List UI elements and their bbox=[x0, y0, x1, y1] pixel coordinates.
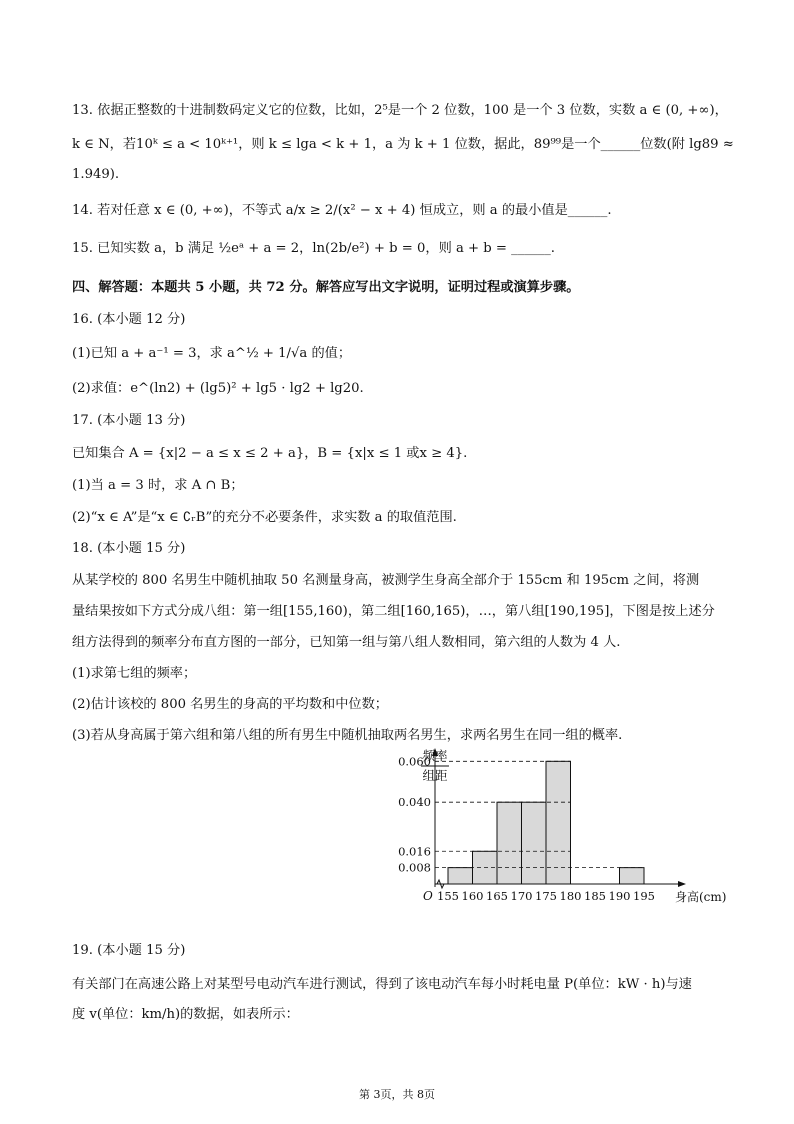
q16-part1: (1)已知 a + a⁻¹ = 3，求 a^½ + 1/√a 的值； bbox=[72, 346, 352, 361]
q16-part2: (2)求值：e^(ln2) + (lg5)² + lg5 · lg2 + lg20. bbox=[72, 381, 364, 396]
y-tick-label-1: 0.016 bbox=[398, 844, 431, 859]
q17-header: 17. (本小题 13 分) bbox=[72, 413, 186, 428]
origin-label: O bbox=[423, 889, 433, 903]
q13-line-2: k ∈ N，若10ᵏ ≤ a < 10ᵏ⁺¹，则 k ≤ lga < k + 1，a 为 k + 1 位数，据此，89⁹⁹是一个______位数(附 lg89 ≈ bbox=[72, 137, 734, 152]
q14-text: 14. 若对任意 x ∈ (0, +∞)，不等式 a/x ≥ 2/(x² − x + 4) 恒成立，则 a 的最小值是______. bbox=[72, 203, 612, 218]
q19-statement-1: 有关部门在高速公路上对某型号电动汽车进行测试，得到了该电动汽车每小时耗电量 P(单位：kW · h)与速 bbox=[72, 977, 692, 992]
q18-statement-2: 量结果按如下方式分成八组：第一组[155,160)，第二组[160,165)，…，第八组[190,195]，下图是按上述分 bbox=[72, 604, 715, 619]
x-tick-label-6: 185 bbox=[584, 889, 606, 903]
x-tick-label-4: 175 bbox=[535, 889, 557, 903]
y-axis-label-bottom: 组距 bbox=[422, 768, 448, 783]
x-tick-label-0: 155 bbox=[437, 889, 459, 903]
q18-header: 18. (本小题 15 分) bbox=[72, 541, 186, 556]
page-footer: 第 3页，共 8页 bbox=[359, 1088, 435, 1101]
histogram-bar-0 bbox=[448, 868, 473, 884]
histogram-bar-3 bbox=[522, 802, 547, 884]
q17-part1: (1)当 a = 3 时，求 A ∩ B； bbox=[72, 478, 244, 493]
x-tick-label-3: 170 bbox=[510, 889, 533, 903]
y-tick-label-0: 0.008 bbox=[398, 860, 431, 875]
y-axis-label-top: 频率 bbox=[422, 748, 448, 763]
y-tick-label-3: 0.060 bbox=[398, 754, 431, 769]
q18-statement-1: 从某学校的 800 名男生中随机抽取 50 名测量身高，被测学生身高全部介于 155cm 和 195cm 之间，将测 bbox=[72, 573, 700, 588]
x-tick-label-8: 195 bbox=[633, 889, 655, 903]
x-axis-arrow bbox=[678, 881, 686, 887]
x-tick-label-5: 180 bbox=[559, 889, 582, 903]
x-tick-label-1: 160 bbox=[461, 889, 484, 903]
q19-header: 19. (本小题 15 分) bbox=[72, 943, 186, 958]
q18-part2: (2)估计该校的 800 名男生的身高的平均数和中位数； bbox=[72, 697, 388, 712]
q18-part3: (3)若从身高属于第六组和第八组的所有男生中随机抽取两名男生，求两名男生在同一组的概率. bbox=[72, 728, 623, 743]
histogram-bar-5 bbox=[620, 868, 645, 884]
histogram-bar-4 bbox=[546, 761, 571, 884]
q17-part2: (2)“x ∈ A”是“x ∈ ∁ᵣB”的充分不必要条件，求实数 a 的取值范围. bbox=[72, 510, 457, 525]
section-heading: 四、解答题：本题共 5 小题，共 72 分。解答应写出文字说明，证明过程或演算步骤。 bbox=[72, 280, 580, 295]
x-tick-label-7: 190 bbox=[608, 889, 631, 903]
q16-header: 16. (本小题 12 分) bbox=[72, 312, 186, 327]
x-tick-label-2: 165 bbox=[486, 889, 508, 903]
q13-line-1: 13. 依据正整数的十进制数码定义它的位数，比如，2⁵是一个 2 位数，100 是一个 3 位数，实数 a ∈ (0, +∞)， bbox=[72, 103, 728, 118]
q18-part1: (1)求第七组的频率； bbox=[72, 666, 197, 681]
q13-line-3: 1.949). bbox=[72, 167, 120, 182]
q19-statement-2: 度 v(单位：km/h)的数据，如表所示： bbox=[72, 1007, 299, 1022]
x-axis-label: 身高(cm) bbox=[675, 890, 727, 904]
q17-statement: 已知集合 A = {x|2 − a ≤ x ≤ 2 + a}，B = {x|x ≤ 1 或x ≥ 4}. bbox=[72, 446, 468, 461]
q18-statement-3: 组方法得到的频率分布直方图的一部分，已知第一组与第八组人数相同，第六组的人数为 4 人. bbox=[72, 635, 621, 650]
y-tick-label-2: 0.040 bbox=[398, 795, 431, 810]
frequency-histogram bbox=[360, 742, 730, 922]
q15-text: 15. 已知实数 a，b 满足 ½eᵃ + a = 2，ln(2b/e²) + b = 0，则 a + b = ______. bbox=[72, 241, 555, 256]
histogram-bar-2 bbox=[497, 802, 522, 884]
